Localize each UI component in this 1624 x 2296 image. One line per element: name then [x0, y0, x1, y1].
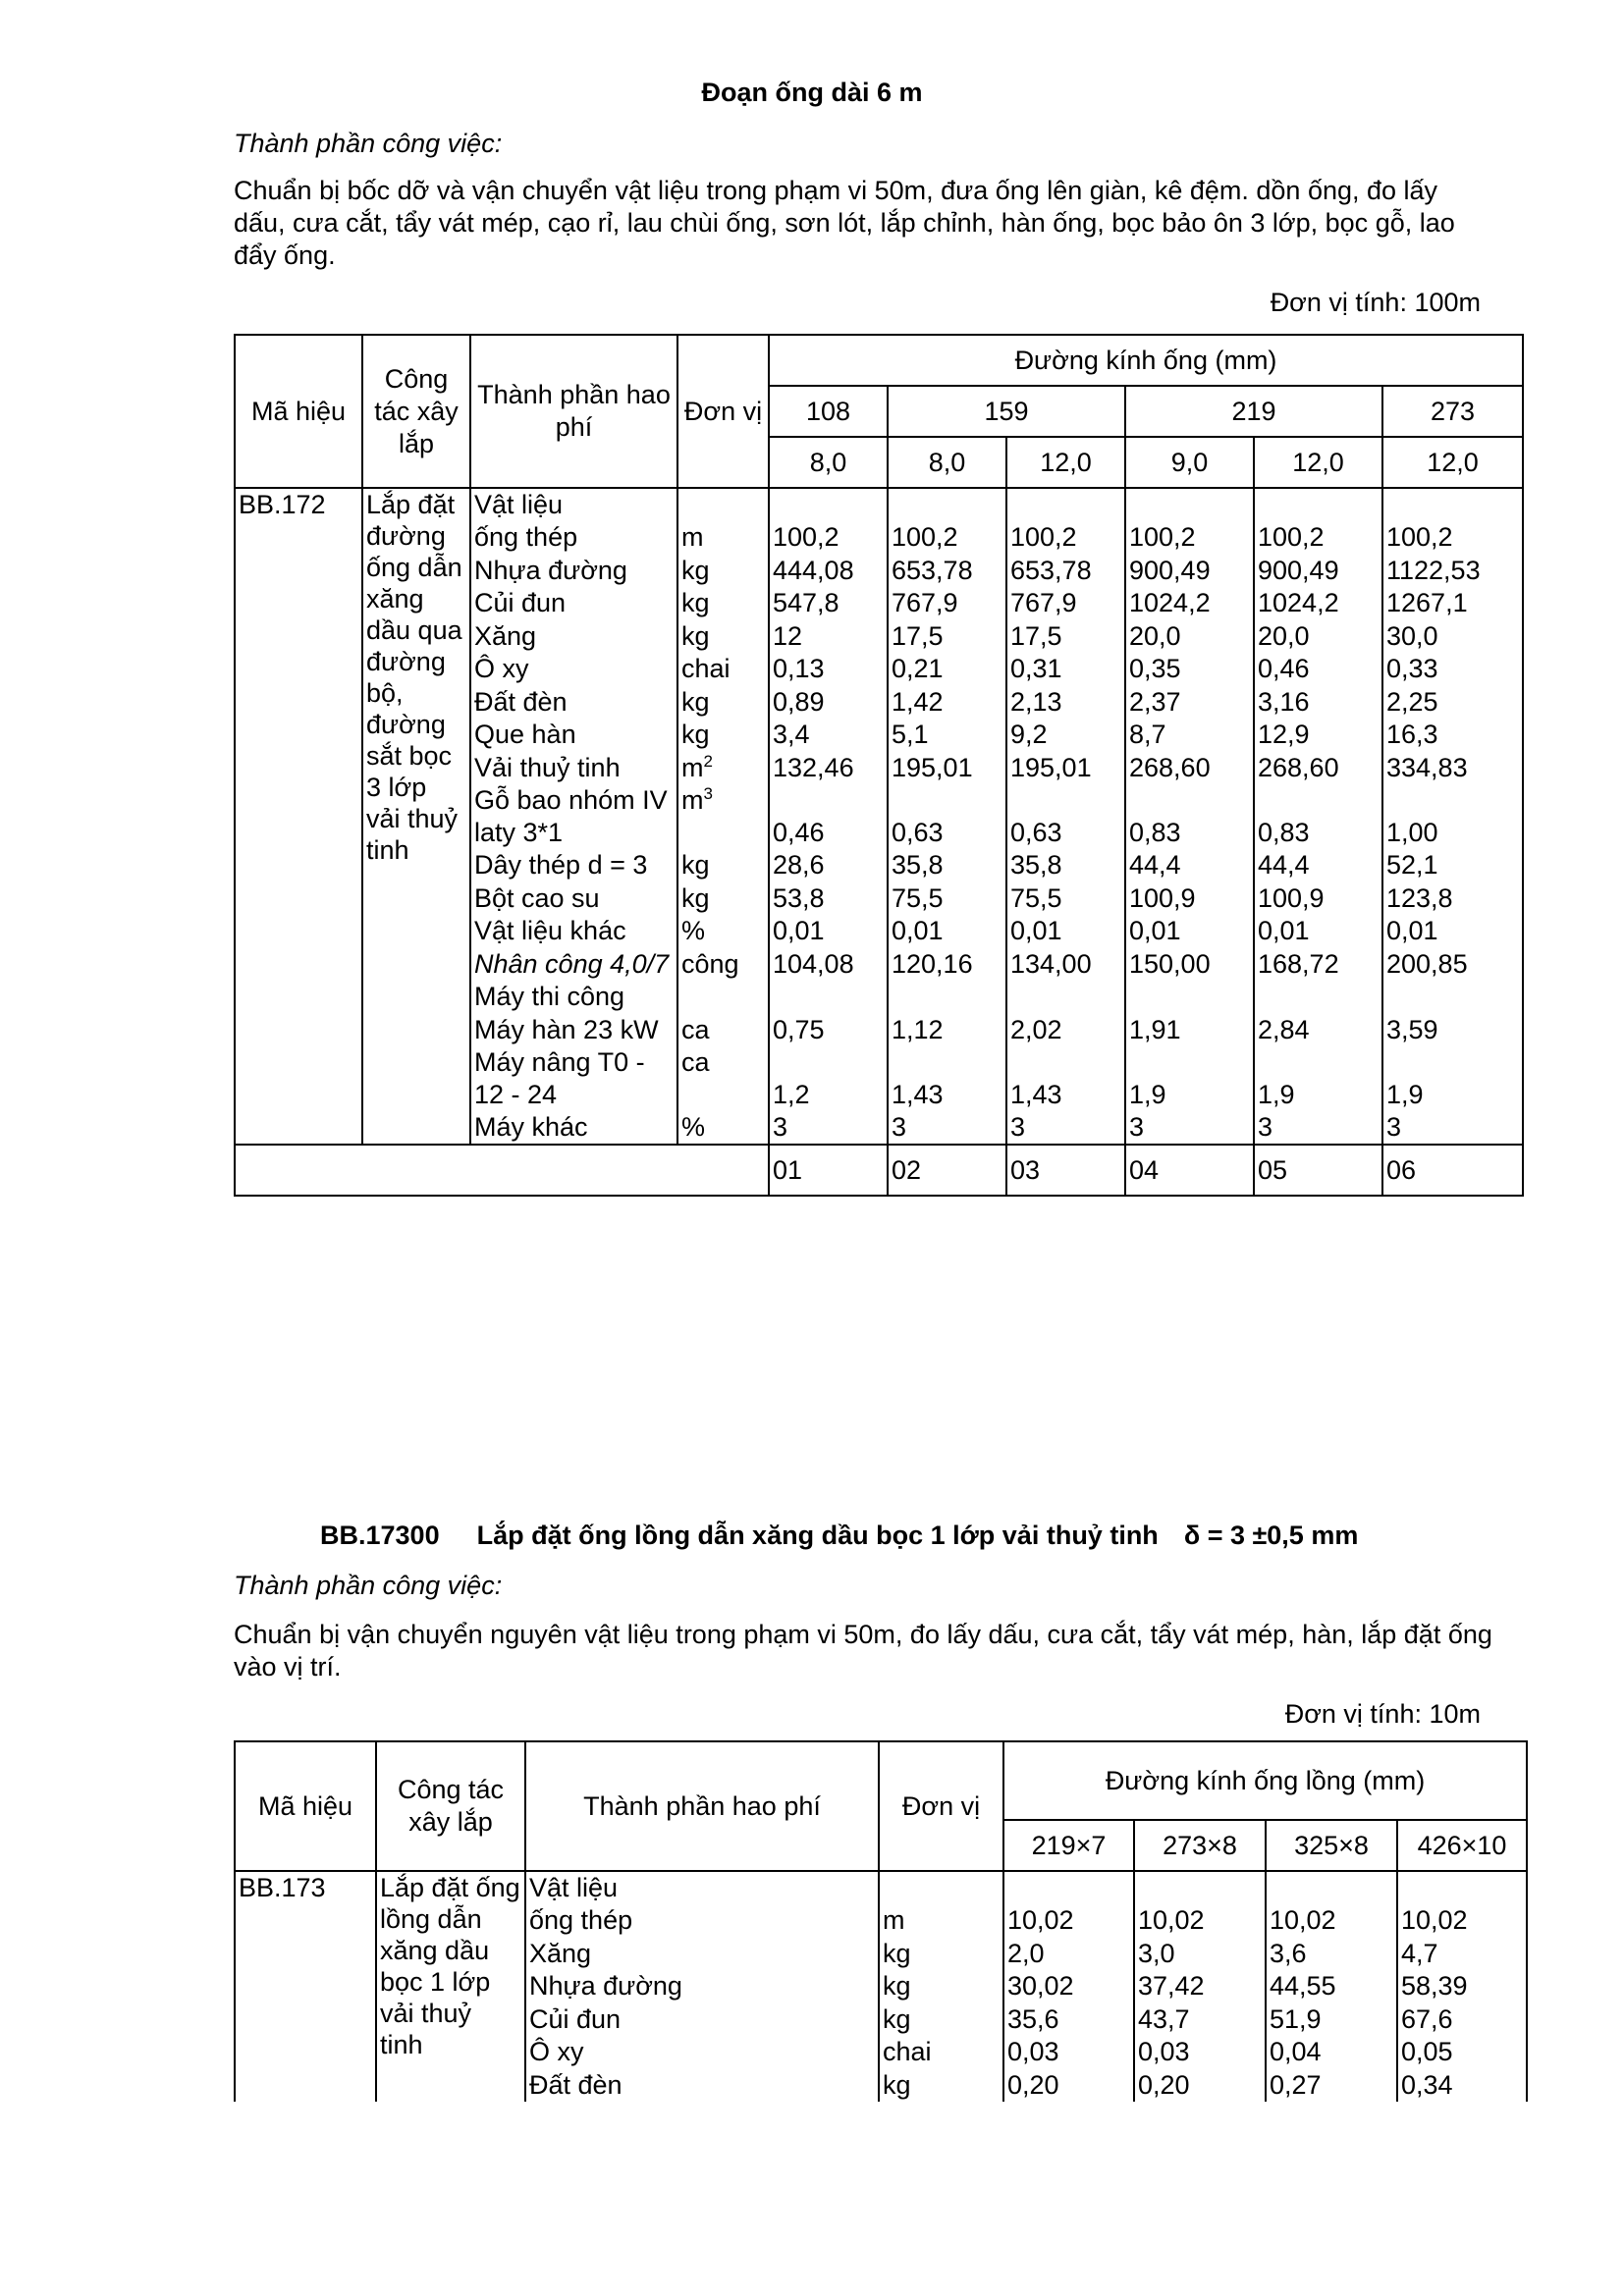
value-cell: 134,00 — [1006, 948, 1125, 982]
value-cell: 120,16 — [888, 948, 1006, 982]
value-cell: 900,49 — [1125, 555, 1254, 588]
value-cell: 1,43 — [1006, 1046, 1125, 1111]
value-cell: 1,2 — [769, 1046, 888, 1111]
component-name: Vật liệu — [470, 488, 677, 521]
value-cell: 58,39 — [1397, 1970, 1527, 2003]
value-cell: 2,13 — [1006, 686, 1125, 720]
value-cell: 0,01 — [1254, 915, 1382, 948]
value-cell: 35,8 — [1006, 849, 1125, 882]
value-cell — [1125, 981, 1254, 1014]
value-cell: 0,01 — [1125, 915, 1254, 948]
component-name: Bột cao su — [470, 882, 677, 916]
footer-number: 04 — [1125, 1145, 1254, 1196]
value-cell: 653,78 — [1006, 555, 1125, 588]
unit-cell: chai — [879, 2036, 1003, 2069]
unit-cell — [677, 948, 769, 982]
value-cell: 3 — [1125, 1111, 1254, 1145]
value-cell: 268,60 — [1254, 752, 1382, 785]
value-cell: 0,75 — [769, 1014, 888, 1047]
value-cell: 12 — [769, 620, 888, 654]
code-cell: BB.173 — [235, 1871, 376, 2102]
value-cell: 9,2 — [1006, 719, 1125, 752]
unit-text: kg — [681, 620, 710, 651]
value-cell: 0,34 — [1397, 2069, 1527, 2103]
component-name: Nhân công 4,0/7 — [470, 948, 677, 982]
value-cell: 1,00 — [1382, 784, 1523, 849]
unit-text: ca — [681, 1047, 710, 1077]
value-cell: 0,46 — [1254, 653, 1382, 686]
unit-cell — [677, 620, 769, 654]
unit-text: kg — [681, 882, 710, 913]
unit-cell: kg — [879, 1938, 1003, 1971]
value-cell: 100,9 — [1125, 882, 1254, 916]
value-cell: 30,0 — [1382, 620, 1523, 654]
unit-text: ca — [681, 1014, 710, 1044]
value-cell: 5,1 — [888, 719, 1006, 752]
value-cell: 17,5 — [888, 620, 1006, 654]
header-diameter: Đường kính ống lồng (mm) — [1003, 1741, 1527, 1820]
value-cell: 1,43 — [888, 1046, 1006, 1111]
unit-text: % — [681, 1112, 706, 1142]
unit-text: chai — [681, 654, 731, 683]
header-code: Mã hiệu — [235, 1741, 376, 1871]
unit-text: công — [681, 948, 739, 979]
work-description: Lắp đặt đường ống dẫn xăng dầu qua đường bộ, đường sắt bọc 3 lớp vải thuỷ tinh — [362, 488, 470, 1145]
unit-text: kg — [681, 686, 710, 717]
component-name: Máy hàn 23 kW — [470, 1014, 677, 1047]
value-cell: 100,9 — [1254, 882, 1382, 916]
value-cell: 0,01 — [1006, 915, 1125, 948]
value-cell: 0,83 — [1125, 784, 1254, 849]
component-name: Củi đun — [470, 587, 677, 620]
value-cell: 3 — [1382, 1111, 1523, 1145]
value-cell: 51,9 — [1266, 2003, 1397, 2037]
header-unit: Đơn vị — [879, 1741, 1003, 1871]
component-name: Ô xy — [525, 2036, 879, 2069]
section2-work-label: Thành phần công việc: — [234, 1571, 503, 1600]
value-cell: 2,37 — [1125, 686, 1254, 720]
value-cell: 100,2 — [1125, 521, 1254, 555]
value-cell: 10,02 — [1397, 1904, 1527, 1938]
unit-cell — [677, 882, 769, 916]
footer-number: 02 — [888, 1145, 1006, 1196]
value-cell: 2,84 — [1254, 1014, 1382, 1047]
header-thickness: 12,0 — [1006, 437, 1125, 488]
value-cell: 100,2 — [1254, 521, 1382, 555]
component-name: Vật liệu khác — [470, 915, 677, 948]
value-cell: 35,6 — [1003, 2003, 1134, 2037]
unit-text: m — [681, 522, 704, 552]
section2-code: BB.17300 — [320, 1521, 440, 1550]
component-name: Máy khác — [470, 1111, 677, 1145]
value-cell: 44,4 — [1254, 849, 1382, 882]
value-cell — [1266, 1871, 1397, 1904]
value-cell: 1024,2 — [1125, 587, 1254, 620]
component-name: Củi đun — [525, 2003, 879, 2037]
unit-cell — [677, 1111, 769, 1145]
value-cell: 12,9 — [1254, 719, 1382, 752]
value-cell: 1,91 — [1125, 1014, 1254, 1047]
value-cell: 3 — [1006, 1111, 1125, 1145]
value-cell — [1254, 488, 1382, 521]
unit-cell — [879, 1871, 1003, 1904]
unit-text: % — [681, 916, 706, 945]
value-cell: 35,8 — [888, 849, 1006, 882]
component-name: ống thép — [525, 1904, 879, 1938]
value-cell: 547,8 — [769, 587, 888, 620]
code-cell: BB.172 — [235, 488, 362, 1145]
unit-cell: kg — [879, 1970, 1003, 2003]
value-cell: 2,0 — [1003, 1938, 1134, 1971]
component-name: Đất đèn — [470, 686, 677, 720]
header-size: 426×10 — [1397, 1820, 1527, 1871]
value-cell: 900,49 — [1254, 555, 1382, 588]
section1-work-text: Chuẩn bị bốc dỡ và vận chuyển vật liệu trong phạm vi 50m, đưa ống lên giàn, kê đệm. dồn ống, đo lấy dấu, cưa cắt, tẩy vát mép, cạo rỉ, lau chùi ống, sơn lót, lắp chỉnh, hàn ống, bọc bảo ôn 3 lớp, bọc gỗ, lao đẩy ống. — [234, 176, 1455, 270]
value-cell: 28,6 — [769, 849, 888, 882]
value-cell: 17,5 — [1006, 620, 1125, 654]
component-name: Vải thuỷ tinh — [470, 752, 677, 785]
header-work: Công tác xây lắp — [362, 335, 470, 488]
value-cell — [1382, 488, 1523, 521]
section1-title: Đoạn ống dài 6 m — [701, 78, 923, 107]
value-cell: 3 — [888, 1111, 1006, 1145]
value-cell: 0,83 — [1254, 784, 1382, 849]
header-component: Thành phần hao phí — [470, 335, 677, 488]
header-thickness: 9,0 — [1125, 437, 1254, 488]
unit-superscript: 3 — [703, 784, 713, 803]
value-cell: 195,01 — [888, 752, 1006, 785]
value-cell: 1,12 — [888, 1014, 1006, 1047]
value-cell — [1254, 981, 1382, 1014]
value-cell: 100,2 — [1382, 521, 1523, 555]
value-cell: 0,13 — [769, 653, 888, 686]
footer-number: 01 — [769, 1145, 888, 1196]
value-cell: 0,04 — [1266, 2036, 1397, 2069]
norm-table-bb173 — [234, 1740, 1528, 2102]
value-cell — [1003, 1871, 1134, 1904]
unit-cell — [677, 915, 769, 948]
value-cell: 4,7 — [1397, 1938, 1527, 1971]
value-cell: 1,9 — [1125, 1046, 1254, 1111]
header-work: Công tác xây lắp — [376, 1741, 525, 1871]
value-cell: 0,63 — [1006, 784, 1125, 849]
header-size: 219×7 — [1003, 1820, 1134, 1871]
unit-cell — [677, 521, 769, 555]
value-cell — [1397, 1871, 1527, 1904]
header-d108: 108 — [769, 386, 888, 437]
footer-blank — [235, 1145, 769, 1196]
work-description: Lắp đặt ống lồng dẫn xăng dầu bọc 1 lớp vải thuỷ tinh — [376, 1871, 525, 2102]
component-name: Ô xy — [470, 653, 677, 686]
unit-cell — [677, 686, 769, 720]
value-cell: 3,16 — [1254, 686, 1382, 720]
value-cell: 10,02 — [1266, 1904, 1397, 1938]
value-cell: 268,60 — [1125, 752, 1254, 785]
unit-cell: m — [879, 1904, 1003, 1938]
value-cell: 10,02 — [1003, 1904, 1134, 1938]
header-d159: 159 — [888, 386, 1125, 437]
value-cell: 1024,2 — [1254, 587, 1382, 620]
unit-cell — [677, 555, 769, 588]
component-name: Xăng — [525, 1938, 879, 1971]
unit-cell — [677, 719, 769, 752]
value-cell — [1125, 488, 1254, 521]
value-cell: 16,3 — [1382, 719, 1523, 752]
header-size: 273×8 — [1134, 1820, 1266, 1871]
component-name: Đất đèn — [525, 2069, 879, 2103]
value-cell: 30,02 — [1003, 1970, 1134, 2003]
value-cell: 52,1 — [1382, 849, 1523, 882]
section1-work-label: Thành phần công việc: — [234, 129, 503, 158]
value-cell: 200,85 — [1382, 948, 1523, 982]
value-cell — [769, 981, 888, 1014]
value-cell: 0,89 — [769, 686, 888, 720]
header-thickness: 8,0 — [769, 437, 888, 488]
unit-text: kg — [681, 850, 710, 880]
unit-cell — [677, 488, 769, 521]
value-cell: 100,2 — [1006, 521, 1125, 555]
value-cell — [769, 488, 888, 521]
value-cell: 3,59 — [1382, 1014, 1523, 1047]
unit-cell — [677, 1046, 769, 1111]
value-cell: 0,31 — [1006, 653, 1125, 686]
section2-title: Lắp đặt ống lồng dẫn xăng dầu bọc 1 lớp vải thuỷ tinh — [476, 1521, 1159, 1550]
component-name: Máy thi công — [470, 981, 677, 1014]
value-cell: 653,78 — [888, 555, 1006, 588]
unit-cell — [677, 752, 769, 785]
norm-table-bb172 — [234, 334, 1524, 1197]
unit-superscript: 2 — [703, 751, 713, 771]
value-cell: 100,2 — [769, 521, 888, 555]
section2-formula: δ = 3 ±0,5 mm — [1183, 1521, 1359, 1550]
value-cell: 3,6 — [1266, 1938, 1397, 1971]
value-cell: 3,4 — [769, 719, 888, 752]
value-cell: 1,9 — [1382, 1046, 1523, 1111]
value-cell: 0,01 — [1382, 915, 1523, 948]
unit-cell: kg — [879, 2069, 1003, 2103]
component-name: Dây thép d = 3 — [470, 849, 677, 882]
section2-unit-note: Đơn vị tính: 10m — [1284, 1699, 1481, 1729]
header-d273: 273 — [1382, 386, 1523, 437]
unit-cell — [677, 1014, 769, 1047]
value-cell: 100,2 — [888, 521, 1006, 555]
unit-text: kg — [681, 555, 710, 585]
section2-work-text: Chuẩn bị vận chuyển nguyên vật liệu trong phạm vi 50m, đo lấy dấu, cưa cắt, tẩy vát mép, hàn, lắp đặt ống vào vị trí. — [234, 1620, 1492, 1682]
value-cell: 43,7 — [1134, 2003, 1266, 2037]
value-cell: 0,03 — [1003, 2036, 1134, 2069]
table-row — [235, 488, 1523, 521]
value-cell: 0,20 — [1134, 2069, 1266, 2103]
component-name: Máy nâng T0 - 12 - 24 — [470, 1046, 677, 1111]
component-name: Que hàn — [470, 719, 677, 752]
unit-cell — [677, 981, 769, 1014]
value-cell: 20,0 — [1254, 620, 1382, 654]
header-thickness: 12,0 — [1382, 437, 1523, 488]
footer-number: 03 — [1006, 1145, 1125, 1196]
unit-cell — [677, 587, 769, 620]
value-cell: 2,25 — [1382, 686, 1523, 720]
value-cell — [888, 488, 1006, 521]
component-name: Nhựa đường — [525, 1970, 879, 2003]
component-name: ống thép — [470, 521, 677, 555]
value-cell: 195,01 — [1006, 752, 1125, 785]
value-cell: 0,21 — [888, 653, 1006, 686]
value-cell: 37,42 — [1134, 1970, 1266, 2003]
component-name: Gỗ bao nhóm IV laty 3*1 — [470, 784, 677, 849]
unit-text: m — [681, 785, 704, 815]
value-cell — [888, 981, 1006, 1014]
section1-unit-note: Đơn vị tính: 100m — [1270, 288, 1481, 317]
value-cell: 0,33 — [1382, 653, 1523, 686]
value-cell: 2,02 — [1006, 1014, 1125, 1047]
unit-cell: kg — [879, 2003, 1003, 2037]
value-cell: 8,7 — [1125, 719, 1254, 752]
value-cell: 1,9 — [1254, 1046, 1382, 1111]
header-size: 325×8 — [1266, 1820, 1397, 1871]
value-cell — [1006, 981, 1125, 1014]
value-cell: 10,02 — [1134, 1904, 1266, 1938]
unit-cell — [677, 653, 769, 686]
value-cell: 0,46 — [769, 784, 888, 849]
unit-text: kg — [681, 720, 710, 749]
header-code: Mã hiệu — [235, 335, 362, 488]
header-unit: Đơn vị — [677, 335, 769, 488]
header-thickness: 8,0 — [888, 437, 1006, 488]
value-cell: 20,0 — [1125, 620, 1254, 654]
header-thickness: 12,0 — [1254, 437, 1382, 488]
value-cell: 0,63 — [888, 784, 1006, 849]
value-cell: 75,5 — [888, 882, 1006, 916]
value-cell: 0,01 — [769, 915, 888, 948]
value-cell: 0,03 — [1134, 2036, 1266, 2069]
component-name: Nhựa đường — [470, 555, 677, 588]
value-cell: 0,27 — [1266, 2069, 1397, 2103]
unit-text: m — [681, 752, 704, 782]
value-cell: 104,08 — [769, 948, 888, 982]
value-cell: 1,42 — [888, 686, 1006, 720]
header-d219: 219 — [1125, 386, 1382, 437]
value-cell — [1134, 1871, 1266, 1904]
value-cell: 44,4 — [1125, 849, 1254, 882]
unit-cell — [677, 784, 769, 849]
header-component: Thành phần hao phí — [525, 1741, 879, 1871]
value-cell: 3 — [769, 1111, 888, 1145]
value-cell — [1006, 488, 1125, 521]
value-cell: 150,00 — [1125, 948, 1254, 982]
value-cell: 767,9 — [888, 587, 1006, 620]
value-cell: 0,05 — [1397, 2036, 1527, 2069]
value-cell: 1267,1 — [1382, 587, 1523, 620]
component-name: Xăng — [470, 620, 677, 654]
value-cell: 53,8 — [769, 882, 888, 916]
value-cell: 44,55 — [1266, 1970, 1397, 2003]
footer-number: 05 — [1254, 1145, 1382, 1196]
value-cell: 75,5 — [1006, 882, 1125, 916]
value-cell: 123,8 — [1382, 882, 1523, 916]
value-cell: 0,35 — [1125, 653, 1254, 686]
component-name: Vật liệu — [525, 1871, 879, 1904]
value-cell: 0,20 — [1003, 2069, 1134, 2103]
footer-number: 06 — [1382, 1145, 1523, 1196]
value-cell: 67,6 — [1397, 2003, 1527, 2037]
value-cell: 334,83 — [1382, 752, 1523, 785]
table-row — [235, 1871, 1527, 1904]
value-cell: 0,01 — [888, 915, 1006, 948]
value-cell — [1382, 981, 1523, 1014]
section2-heading — [320, 1520, 1358, 1552]
unit-cell — [677, 849, 769, 882]
value-cell: 444,08 — [769, 555, 888, 588]
value-cell: 767,9 — [1006, 587, 1125, 620]
value-cell: 132,46 — [769, 752, 888, 785]
header-diameter: Đường kính ống (mm) — [769, 335, 1523, 386]
value-cell: 3 — [1254, 1111, 1382, 1145]
value-cell: 3,0 — [1134, 1938, 1266, 1971]
value-cell: 168,72 — [1254, 948, 1382, 982]
value-cell: 1122,53 — [1382, 555, 1523, 588]
unit-text: kg — [681, 588, 710, 617]
